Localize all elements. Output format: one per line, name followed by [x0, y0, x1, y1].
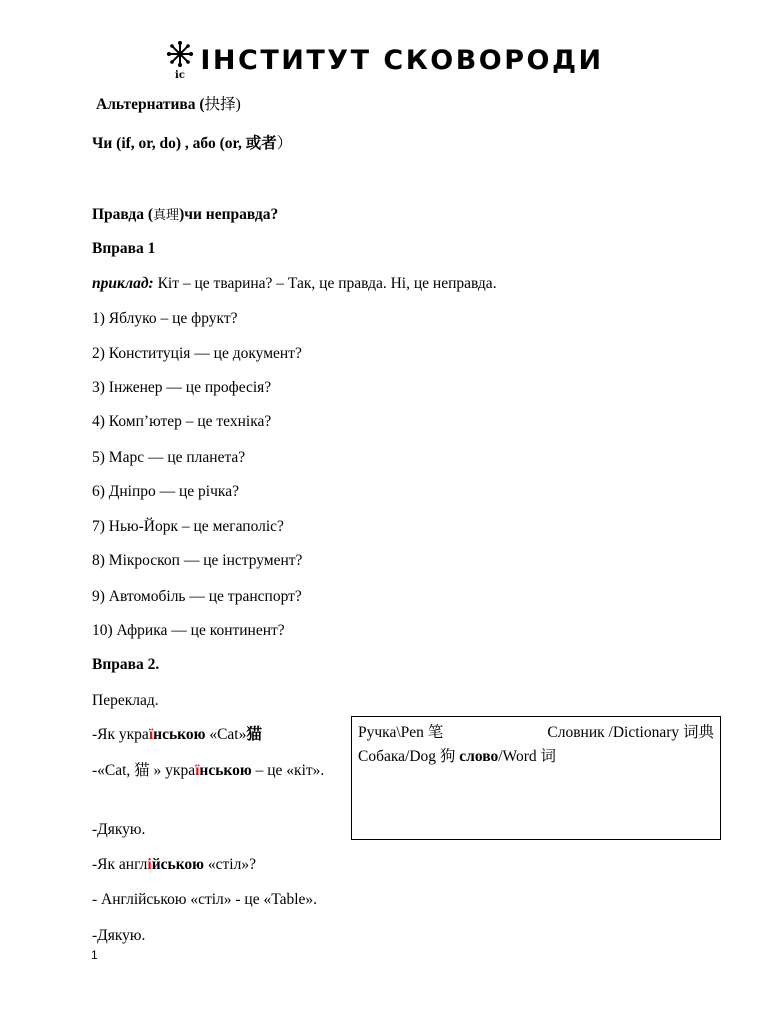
institute-title: ІНСТИТУТ СКОВОРОДИ: [200, 44, 604, 76]
page-header: [0, 40, 768, 80]
example-line: приклад: Кіт – це тварина? – Так, це правда. Ні, це неправда.: [92, 275, 497, 292]
exercise-item: 8) Мікроскоп — це інструмент?: [92, 552, 303, 569]
svg-text:ic: ic: [175, 70, 186, 80]
dialogue-thanks-1: -Дякую.: [92, 821, 146, 838]
vocabulary-row: [358, 721, 714, 745]
dialogue-question-2: -Як англійською «стіл»?: [92, 856, 256, 873]
exercise-item: 5) Марс — це планета?: [92, 449, 246, 466]
dialogue-thanks-2: -Дякую.: [92, 927, 146, 944]
exercise-item: 9) Автомобіль — це транспорт?: [92, 588, 302, 605]
exercise-1-title: Вправа 1: [92, 240, 156, 257]
exercise-item: 1) Яблуко – це фрукт?: [92, 310, 238, 327]
exercise-item: 10) Африка — це континент?: [92, 622, 285, 639]
institute-logo-icon: [164, 40, 196, 80]
vocabulary-box: [351, 716, 721, 840]
dialogue-question-1: -Як українською «Cat»猫: [92, 726, 262, 743]
conjunction-heading: Чи (if, or, do) , або (or, 或者）: [92, 135, 293, 152]
page-number: 1: [91, 948, 98, 962]
dialogue-answer-2: - Англійською «стіл» - це «Table».: [92, 891, 318, 908]
exercise-item: 4) Комп’ютер – це техніка?: [92, 413, 272, 430]
exercise-item: 7) Нью-Йорк – це мегаполіс?: [92, 518, 284, 535]
exercise-2-subtitle: Переклад.: [92, 692, 159, 709]
vocab-pen: Ручка\Pen 笔: [358, 724, 444, 741]
alternative-heading: Альтернатива (抉择): [96, 96, 241, 113]
vocab-word: слово/Word 词: [459, 748, 556, 766]
vocab-dog: Собака/Dog 狗: [358, 748, 456, 766]
vocabulary-row: [358, 745, 714, 769]
dialogue-answer-1: -«Cat, 猫 » українською – це «кіт».: [92, 762, 325, 779]
exercise-item: 6) Дніпро — це річка?: [92, 483, 239, 500]
exercise-item: 2) Конституція — це документ?: [92, 345, 302, 362]
exercise-2-title: Вправа 2.: [92, 656, 160, 673]
exercise-item: 3) Інженер — це професія?: [92, 379, 272, 396]
truth-heading: Правда (真理)чи неправда?: [92, 206, 279, 223]
vocab-dictionary: Словник /Dictionary 词典: [547, 724, 714, 741]
